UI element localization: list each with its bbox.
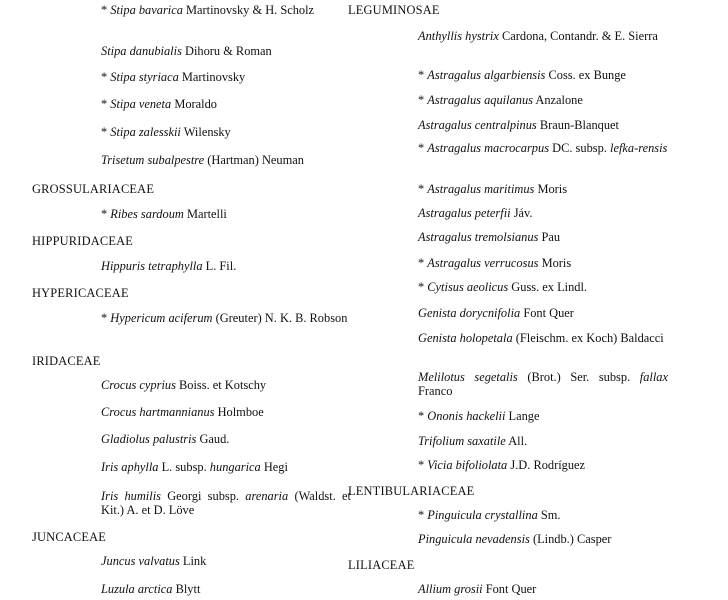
family-heading: LILIACEAE <box>348 558 415 572</box>
species-name: Astragalus verrucosus <box>427 256 539 270</box>
species-name: Iris humilis <box>101 489 161 503</box>
infraspecific-name: lefka-rensis <box>610 141 668 155</box>
species-entry <box>418 256 668 270</box>
species-entry <box>101 97 351 111</box>
species-author: Gaud. <box>199 432 230 446</box>
species-name: Genista holopetala <box>418 331 513 345</box>
species-entry <box>101 70 351 84</box>
species-entry <box>418 29 668 43</box>
species-entry <box>101 378 351 392</box>
species-name: Pinguicula nevadensis <box>418 532 530 546</box>
species-name: Ribes sardoum <box>110 207 184 221</box>
species-entry <box>418 306 668 320</box>
asterisk-marker: * <box>418 68 428 82</box>
species-name: Astragalus algarbiensis <box>427 68 546 82</box>
species-name: Stipa bavarica <box>110 3 183 17</box>
species-name: Crocus hartmannianus <box>101 405 215 419</box>
asterisk-marker: * <box>101 207 111 221</box>
species-entry <box>101 259 351 273</box>
asterisk-marker: * <box>101 3 111 17</box>
species-entry <box>418 280 668 294</box>
infraspecific-author: Franco <box>418 384 453 398</box>
species-entry <box>101 3 351 17</box>
asterisk-marker: * <box>101 311 111 325</box>
species-entry <box>101 460 351 474</box>
species-entry <box>418 230 668 244</box>
species-author: Boiss. et Kotschy <box>179 378 267 392</box>
infraspecific-name: arenaria <box>245 489 289 503</box>
family-heading: LENTIBULARIACEAE <box>348 484 475 498</box>
species-name: Melilotus segetalis <box>418 370 518 384</box>
species-author: Martinovsky & H. Scholz <box>186 3 315 17</box>
species-entry <box>418 141 668 155</box>
species-name: Genista dorycnifolia <box>418 306 521 320</box>
species-name: Stipa zalesskii <box>110 125 181 139</box>
infraspecific-name: hungarica <box>209 460 261 474</box>
species-entry <box>418 182 668 196</box>
species-name: Iris aphylla <box>101 460 159 474</box>
species-entry <box>418 206 668 220</box>
asterisk-marker: * <box>418 280 428 294</box>
species-name: Hypericum aciferum <box>110 311 213 325</box>
species-name: Crocus cyprius <box>101 378 176 392</box>
family-heading: GROSSULARIACEAE <box>32 182 155 196</box>
species-name: Astragalus peterfii <box>418 206 511 220</box>
species-author: Sm. <box>540 508 561 522</box>
family-heading: HYPERICACEAE <box>32 286 129 300</box>
species-name: Cytisus aeolicus <box>427 280 509 294</box>
family-heading: IRIDACEAE <box>32 354 101 368</box>
asterisk-marker: * <box>418 182 428 196</box>
species-name: Astragalus tremolsianus <box>418 230 539 244</box>
family-heading: LEGUMINOSAE <box>348 3 440 17</box>
species-name: Astragalus maritimus <box>427 182 535 196</box>
species-entry <box>101 582 351 596</box>
species-name: Stipa styriaca <box>110 70 179 84</box>
species-author: Font Quer <box>485 582 537 596</box>
species-entry <box>418 93 668 107</box>
species-author: Blytt <box>175 582 201 596</box>
species-author: Martelli <box>186 207 227 221</box>
species-author: L. Fil. <box>205 259 237 273</box>
asterisk-marker: * <box>418 458 428 472</box>
species-name: Ononis hackelii <box>427 409 506 423</box>
species-author: Jáv. <box>513 206 533 220</box>
species-entry <box>418 331 668 345</box>
asterisk-marker: * <box>101 125 111 139</box>
species-author: Moris <box>537 182 568 196</box>
species-entry <box>418 118 668 132</box>
species-entry <box>101 405 351 419</box>
asterisk-marker: * <box>418 409 428 423</box>
asterisk-marker: * <box>418 141 428 155</box>
species-entry <box>418 68 668 82</box>
asterisk-marker: * <box>418 93 428 107</box>
species-author: All. <box>508 434 528 448</box>
species-name: Stipa danubialis <box>101 44 182 58</box>
species-name: Hippuris tetraphylla <box>101 259 203 273</box>
species-name: Juncus valvatus <box>101 554 180 568</box>
species-author: J.D. Rodríguez <box>510 458 586 472</box>
species-entry <box>418 582 668 596</box>
species-author: Martinovsky <box>181 70 246 84</box>
asterisk-marker: * <box>418 256 428 270</box>
species-author: Pau <box>541 230 561 244</box>
species-entry <box>418 434 668 448</box>
species-entry <box>418 532 668 546</box>
infraspecific-author: (Waldst. et Kit.) A. et D. Löve <box>101 489 351 517</box>
species-name: Astragalus macrocarpus <box>427 141 550 155</box>
species-author: L. subsp. <box>161 460 207 474</box>
species-name: Luzula arctica <box>101 582 173 596</box>
species-entry <box>418 508 668 522</box>
family-heading: HIPPURIDACEAE <box>32 234 134 248</box>
species-author: Anzalone <box>535 93 583 107</box>
species-name: Trisetum subalpestre <box>101 153 205 167</box>
species-name: Allium grosii <box>418 582 483 596</box>
species-entry <box>101 311 351 325</box>
species-author: Braun-Blanquet <box>539 118 620 132</box>
infraspecific-name: fallax <box>639 370 668 384</box>
species-entry <box>101 44 351 58</box>
species-author: (Brot.) Ser. subsp. <box>527 370 631 384</box>
asterisk-marker: * <box>418 508 428 522</box>
species-name: Astragalus centralpinus <box>418 118 537 132</box>
species-entry <box>101 125 351 139</box>
species-name: Anthyllis hystrix <box>418 29 499 43</box>
asterisk-marker: * <box>101 97 111 111</box>
species-author: Guss. ex Lindl. <box>511 280 588 294</box>
species-entry <box>418 409 668 423</box>
species-author: Wilensky <box>183 125 231 139</box>
species-author: (Greuter) N. K. B. Robson <box>215 311 348 325</box>
species-entry <box>101 207 351 221</box>
species-author: (Lindb.) Casper <box>532 532 612 546</box>
infraspecific-author: Hegi <box>263 460 288 474</box>
family-heading: JUNCACEAE <box>32 530 107 544</box>
species-author: Cardona, Contandr. & E. Sierra <box>501 29 658 43</box>
species-entry <box>101 489 351 517</box>
species-author: Moris <box>541 256 572 270</box>
species-author: (Hartman) Neuman <box>207 153 304 167</box>
species-entry <box>418 458 668 472</box>
species-author: Dihoru & Roman <box>185 44 272 58</box>
species-author: (Fleischm. ex Koch) Baldacci <box>515 331 664 345</box>
species-author: Lange <box>508 409 540 423</box>
asterisk-marker: * <box>101 70 111 84</box>
species-name: Pinguicula crystallina <box>427 508 538 522</box>
species-name: Gladiolus palustris <box>101 432 197 446</box>
species-author: Font Quer <box>523 306 574 320</box>
species-entry <box>101 554 351 568</box>
species-author: Georgi subsp. <box>167 489 240 503</box>
species-name: Trifolium saxatile <box>418 434 506 448</box>
species-entry <box>101 153 351 167</box>
species-name: Stipa veneta <box>110 97 172 111</box>
species-name: Astragalus aquilanus <box>427 93 533 107</box>
species-entry <box>101 432 351 446</box>
species-entry <box>418 370 668 398</box>
species-author: Link <box>182 554 207 568</box>
species-name: Vicia bifoliolata <box>427 458 508 472</box>
species-author: Coss. ex Bunge <box>548 68 626 82</box>
species-author: Moraldo <box>174 97 217 111</box>
species-author: Holmboe <box>217 405 264 419</box>
species-author: DC. subsp. <box>552 141 607 155</box>
